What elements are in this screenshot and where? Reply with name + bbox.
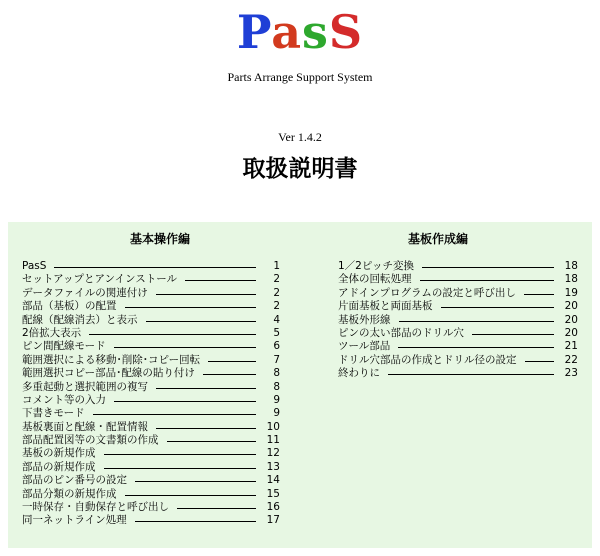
toc-entry[interactable] [338,260,578,273]
toc-entry-title: 全体の回転処理 [338,273,412,286]
toc-page-number: 20 [564,300,578,313]
toc-entry[interactable] [22,260,280,273]
toc-page-number: 6 [273,340,280,353]
toc-entry[interactable] [22,353,280,367]
toc-entry[interactable] [22,273,280,286]
toc-page-number: 13 [266,460,280,473]
toc-entry-title: 基板の新規作成 [22,447,96,460]
toc-leader-line [398,347,554,348]
toc-entry-title: ピンの太い部品のドリル穴 [338,326,464,339]
toc-entry[interactable] [338,314,578,327]
toc-page-number: 10 [266,420,280,433]
toc-entry-title: 2倍拡大表示 [22,326,82,339]
toc-entry-title: 片面基板と両面基板 [338,300,433,313]
toc-entry-title: 範囲選択による移動･削除･コピー回転 [22,353,201,366]
toc-page-number: 22 [564,353,578,366]
toc-entry-title: アドインプログラムの設定と呼び出し [338,286,516,299]
toc-page-number: 7 [273,353,280,366]
toc-page-number: 23 [564,367,578,380]
toc-entry-title: 1／2ピッチ変換 [338,260,414,272]
toc-page-number: 18 [564,260,578,272]
toc-leader-line [208,361,256,362]
toc-page-number: 12 [266,447,280,460]
toc-panel [8,222,592,548]
logo-letter-s2: S [328,5,364,59]
toc-leader-line [135,481,256,482]
toc-leader-line [114,401,256,402]
toc-entry-title: PasS [22,260,47,272]
toc-entry[interactable] [22,420,280,434]
pass-logo [0,2,600,62]
toc-entry[interactable] [22,407,280,420]
toc-entry[interactable] [338,287,578,300]
toc-leader-line [420,280,554,281]
toc-entry-title: 基板外形線 [338,313,391,326]
left-section-heading: 基本操作編 [129,232,190,246]
toc-entry-title: セットアップとアンインストール [22,273,177,286]
toc-entry[interactable] [22,460,280,474]
toc-entry-title: 基板裏面と配線・配置情報 [22,420,148,433]
right-section-heading: 基板作成編 [407,232,468,246]
toc-entry-title: 多重起動と選択範囲の複写 [22,380,148,393]
toc-leader-line [525,361,554,362]
toc-entry-title: データファイルの関連付け [22,286,148,299]
toc-entry[interactable] [22,393,280,407]
toc-page-number: 2 [273,273,280,286]
toc-leader-line [156,428,256,429]
toc-leader-line [177,508,256,509]
toc-entry-title: 部品のピン番号の設定 [22,474,127,487]
right-toc-list [338,260,578,381]
toc-leader-line [203,374,256,375]
toc-entry[interactable] [22,434,280,447]
toc-leader-line [156,388,256,389]
toc-entry[interactable] [338,273,578,286]
toc-leader-line [54,267,256,268]
toc-leader-line [524,294,554,295]
toc-leader-line [399,321,554,322]
toc-entry[interactable] [22,326,280,340]
toc-page-number: 8 [273,380,280,393]
toc-page-number: 9 [273,393,280,406]
toc-page-number: 4 [273,313,280,326]
toc-entry-title: 部品配置図等の文書類の作成 [22,434,159,447]
toc-entry-title: 同一ネットライン処理 [22,514,127,527]
toc-entry[interactable] [22,447,280,460]
toc-page-number: 1 [273,260,280,272]
toc-entry-title: 部品の新規作成 [22,460,96,473]
toc-page-number: 20 [564,313,578,326]
toc-page-number: 20 [564,326,578,339]
toc-leader-line [441,307,554,308]
logo-letter-s: s [302,5,329,59]
toc-page-number: 14 [266,474,280,487]
toc-page-number: 2 [273,286,280,299]
toc-entry[interactable] [22,313,280,327]
toc-leader-line [135,521,256,522]
toc-page-number: 15 [266,487,280,500]
toc-entry[interactable] [22,286,280,300]
subtitle: Parts Arrange Support System [227,70,373,84]
toc-leader-line [104,454,256,455]
toc-leader-line [146,321,256,322]
toc-entry[interactable] [22,474,280,487]
toc-page-number: 9 [273,407,280,420]
toc-entry[interactable] [338,367,578,380]
toc-leader-line [125,307,256,308]
toc-entry-title: ツール部品 [338,340,391,353]
toc-page-number: 2 [273,300,280,313]
toc-leader-line [472,334,554,335]
toc-leader-line [422,267,554,268]
toc-page-number: 16 [266,501,280,514]
toc-entry[interactable] [338,340,578,353]
toc-entry-title: 終わりに [338,367,380,380]
toc-entry-title: ドリル穴部品の作成とドリル径の設定 [338,353,517,366]
toc-leader-line [89,334,256,335]
toc-entry[interactable] [338,300,578,313]
toc-entry-title: 一時保存・自動保存と呼び出し [22,501,169,514]
toc-entry-title: 配線（配線消去）と表示 [22,313,138,326]
logo-letter-a: a [271,5,303,59]
toc-page-number: 8 [273,367,280,380]
toc-entry[interactable] [22,300,280,313]
page-title: 取扱説明書 [242,156,358,182]
toc-entry[interactable] [22,501,280,514]
toc-leader-line [93,414,256,415]
toc-leader-line [185,280,256,281]
toc-entry-title: 下書きモード [22,407,85,420]
toc-entry-title: 部品（基板）の配置 [22,300,117,313]
toc-page-number: 17 [266,514,280,527]
toc-entry[interactable] [22,514,280,527]
toc-page-number: 11 [266,434,280,447]
left-toc-list [22,260,280,528]
toc-entry-title: コメント等の入力 [22,393,106,406]
toc-page-number: 5 [273,326,280,339]
toc-entry[interactable] [22,380,280,394]
toc-leader-line [114,347,256,348]
toc-entry-title: 部品分類の新規作成 [22,487,117,500]
toc-page-number: 21 [564,340,578,353]
toc-entry[interactable] [338,327,578,340]
toc-page-number: 19 [564,286,578,299]
version-label: Ver 1.4.2 [278,130,322,144]
logo-letter-p: P [236,5,272,59]
toc-page-number: 18 [564,273,578,286]
toc-entry-title: 範囲選択コピー部品･配線の貼り付け [22,367,195,380]
toc-entry[interactable] [22,487,280,501]
toc-entry[interactable] [338,354,578,367]
toc-entry-title: ピン間配線モード [22,340,106,353]
toc-leader-line [388,374,554,375]
toc-leader-line [125,495,256,496]
toc-entry[interactable] [22,340,280,353]
toc-entry[interactable] [22,367,280,380]
toc-leader-line [104,468,256,469]
toc-leader-line [167,441,256,442]
toc-leader-line [156,294,256,295]
